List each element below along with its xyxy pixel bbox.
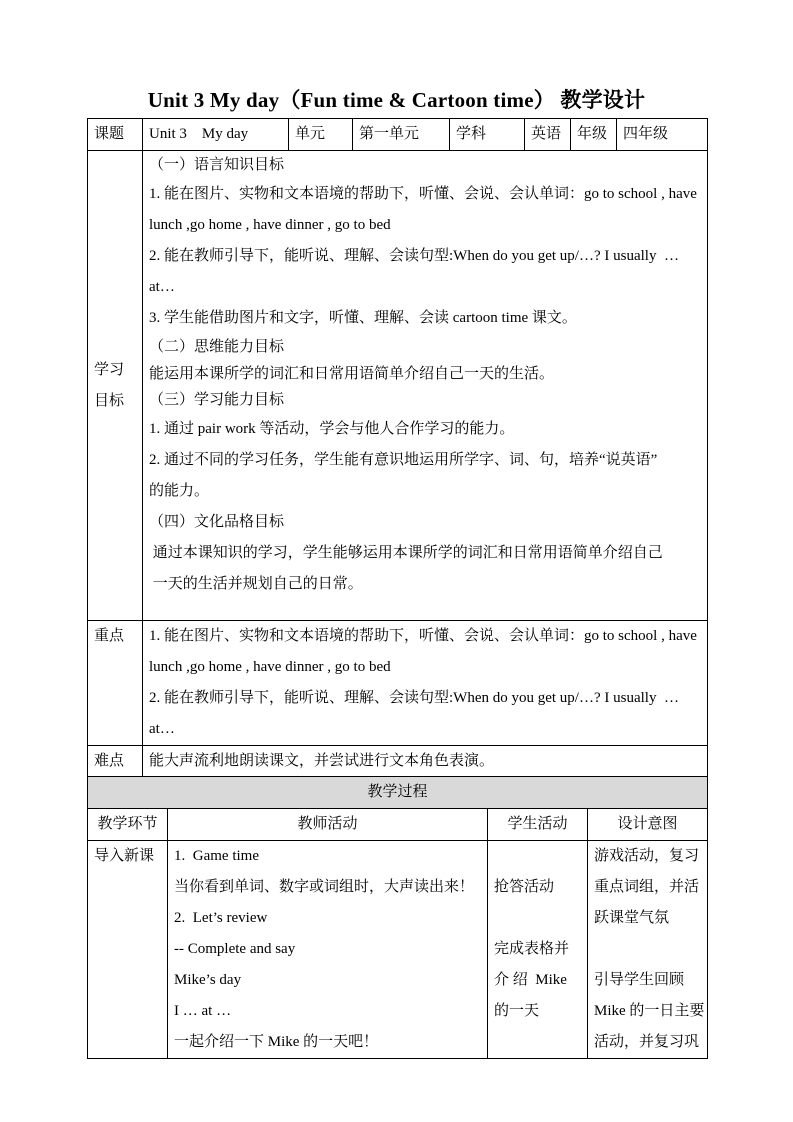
student-line	[494, 903, 587, 934]
topic-value: Unit 3 My day	[143, 119, 289, 151]
intent-line	[594, 934, 707, 965]
course-info-table	[87, 118, 708, 778]
col-teacher-header: 教师活动	[168, 809, 488, 841]
objective-line: 2. 通过不同的学习任务，学生能有意识地运用所学字、词、句，培养“说英语”	[149, 452, 658, 468]
key-points-label: 重点	[88, 621, 143, 746]
objective-line: lunch ,go home , have dinner , go to bed	[149, 217, 391, 233]
key-points-content	[143, 621, 708, 746]
objective-line: （二）思维能力目标	[149, 339, 285, 355]
subject-label: 学科	[450, 119, 525, 151]
objective-line: 的能力。	[149, 483, 210, 499]
objectives-label: 学习 目标	[88, 151, 143, 621]
student-line: 抢答活动	[494, 879, 555, 895]
intent-line: 活动，并复习巩	[594, 1034, 700, 1050]
teacher-line: 当你看到单词、数字或词组时，大声读出来！	[174, 879, 475, 895]
student-line	[494, 841, 587, 872]
objective-line: 通过本课知识的学习，学生能够运用本课所学的词汇和日常用语简单介绍自己	[149, 545, 663, 561]
teaching-process-table	[87, 776, 708, 1059]
objective-line: 一天的生活并规划自己的日常。	[149, 576, 363, 592]
objectives-content	[143, 151, 708, 621]
objective-line: （四）文化品格目标	[149, 514, 285, 530]
col-stage-header: 教学环节	[88, 809, 168, 841]
topic-label: 课题	[88, 119, 143, 151]
student-activity-cell	[488, 841, 588, 1059]
student-line: 介 绍 Mike	[494, 972, 567, 988]
subject-value: 英语	[525, 119, 571, 151]
intent-line: 引导学生回顾	[594, 972, 685, 988]
objective-line: 1. 通过 pair work 等活动，学会与他人合作学习的能力。	[149, 421, 515, 437]
intent-line: 游戏活动，复习	[594, 848, 700, 864]
key-point-line: lunch ,go home , have dinner , go to bed	[149, 659, 391, 675]
col-student-header: 学生活动	[488, 809, 588, 841]
key-point-line: at…	[149, 721, 175, 737]
table-row	[88, 841, 708, 1059]
grade-value: 四年级	[617, 119, 708, 151]
process-title: 教学过程	[88, 777, 708, 809]
teacher-line: Mike’s day	[174, 972, 242, 988]
objective-line: 能运用本课所学的词汇和日常用语简单介绍自己一天的生活。	[149, 366, 555, 382]
objective-line: 3. 学生能借助图片和文字，听懂、理解、会读 cartoon time 课文。	[149, 310, 577, 326]
objective-line: at…	[149, 279, 175, 295]
unit-label: 单元	[289, 119, 353, 151]
key-point-line: 1. 能在图片、实物和文本语境的帮助下，听懂、会说、会认单词：go to school , have	[149, 628, 697, 644]
key-point-line: 2. 能在教师引导下，能听说、理解、会读句型:When do you get up/…? I usually …	[149, 690, 679, 706]
intent-line: Mike 的一日主要	[594, 1003, 705, 1019]
stage-cell: 导入新课	[88, 841, 168, 1059]
teacher-line: 一起介绍一下 Mike 的一天吧！	[174, 1034, 379, 1050]
intent-line: 重点词组，并活	[594, 879, 700, 895]
teacher-line: I … at …	[174, 1003, 232, 1019]
student-line: 的一天	[494, 1003, 540, 1019]
student-line: 完成表格并	[494, 941, 570, 957]
objective-line: （一）语言知识目标	[149, 157, 285, 173]
col-intent-header: 设计意图	[588, 809, 708, 841]
teacher-line: 2. Let’s review	[174, 910, 268, 926]
objective-line: （三）学习能力目标	[149, 392, 285, 408]
teacher-line: -- Complete and say	[174, 941, 296, 957]
objective-line: 1. 能在图片、实物和文本语境的帮助下，听懂、会说、会认单词：go to school , have	[149, 186, 697, 202]
teacher-activity-cell	[168, 841, 488, 1059]
grade-label: 年级	[571, 119, 617, 151]
unit-value: 第一单元	[353, 119, 450, 151]
design-intent-cell	[588, 841, 708, 1059]
difficult-points-label: 难点	[88, 746, 143, 778]
intent-line: 跃课堂气氛	[594, 910, 670, 926]
objective-line: 2. 能在教师引导下，能听说、理解、会读句型:When do you get up/…? I usually …	[149, 248, 679, 264]
difficult-points-content: 能大声流利地朗读课文，并尝试进行文本角色表演。	[143, 746, 708, 778]
page-title: Unit 3 My day（Fun time & Cartoon time） 教学设计	[147, 88, 646, 112]
teacher-line: 1. Game time	[174, 848, 259, 864]
